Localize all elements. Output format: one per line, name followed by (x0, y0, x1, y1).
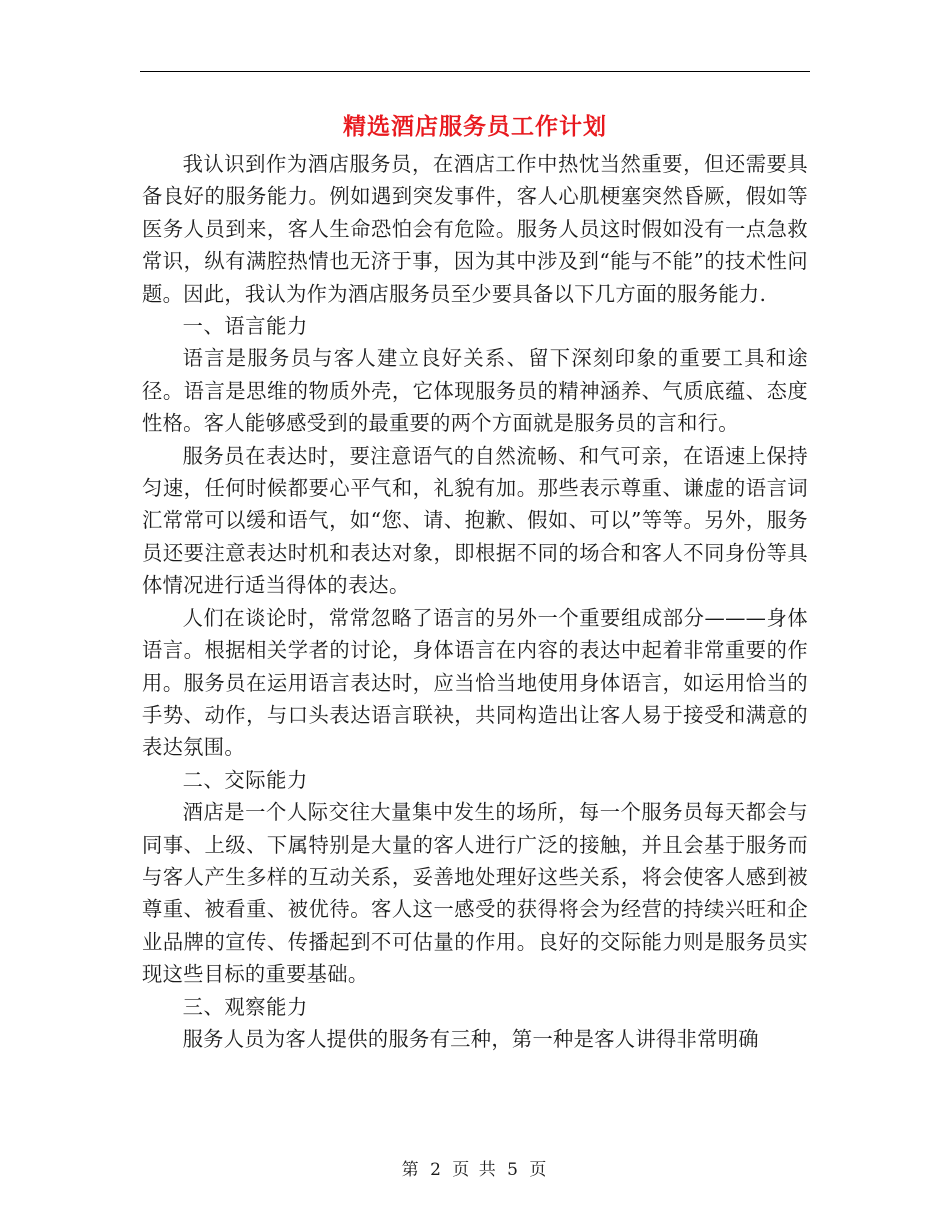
footer-prefix: 第 (401, 1160, 421, 1180)
paragraph-social: 酒店是一个人际交往大量集中发生的场所，每一个服务员每天都会与同事、上级、下属特别是大量的客人进行广泛的接触，并且会基于服务而与客人产生多样的互动关系，妥善地处理好这些关系，将会使客人感到被尊重、被看重、被优待。客人这一感受的获得将会为经营的持续兴旺和企业品牌的宣传、传播起到不可估量的作用。良好的交际能力则是服务员实现这些目标的重要基础。 (142, 800, 808, 987)
paragraph-language-2: 服务员在表达时，要注意语气的自然流畅、和气可亲，在语速上保持匀速，任何时候都要心平气和，礼貌有加。那些表示尊重、谦虚的语言词汇常常可以缓和语气，如“您、请、抱歉、假如、可以”等等。另外，服务员还要注意表达时机和表达对象，即根据不同的场合和客人不同身份等具体情况进行适当得体的表达。 (142, 443, 808, 598)
paragraph-language-1: 语言是服务员与客人建立良好关系、留下深刻印象的重要工具和途径。语言是思维的物质外壳，它体现服务员的精神涵养、气质底蕴、态度性格。客人能够感受到的最重要的两个方面就是服务员的言和行。 (142, 346, 808, 436)
footer-suffix: 页 (529, 1160, 549, 1180)
section-heading-social: 二、交际能力 (182, 767, 308, 792)
footer-mid: 页 共 (452, 1160, 498, 1180)
section-heading-observation: 三、观察能力 (182, 994, 308, 1019)
document-body (142, 148, 808, 1055)
footer-current-page: 2 (430, 1160, 443, 1180)
document-title: 精选酒店服务员工作计划 (343, 114, 607, 140)
paragraph-language-3: 人们在谈论时，常常忽略了语言的另外一个重要组成部分———身体语言。根据相关学者的讨论，身体语言在内容的表达中起着非常重要的作用。服务员在运用语言表达时，应当恰当地使用身体语言，如运用恰当的手势、动作，与口头表达语言联袂，共同构造出让客人易于接受和满意的表达氛围。 (142, 605, 808, 760)
paragraph-intro: 我认识到作为酒店服务员，在酒店工作中热忱当然重要，但还需要具备良好的服务能力。例如遇到突发事件，客人心肌梗塞突然昏厥，假如等医务人员到来，客人生命恐怕会有危险。服务人员这时假如没有一点急救常识，纵有满腔热情也无济于事，因为其中涉及到“能与不能”的技术性问题。因此，我认为作为酒店服务员至少要具备以下几方面的服务能力. (142, 152, 808, 306)
header-rule (140, 71, 810, 72)
footer-total-pages: 5 (507, 1160, 520, 1180)
paragraph-observation: 服务人员为客人提供的服务有三种，第一种是客人讲得非常明确 (182, 1026, 759, 1051)
section-heading-language: 一、语言能力 (182, 314, 308, 339)
page-footer (0, 1155, 950, 1180)
